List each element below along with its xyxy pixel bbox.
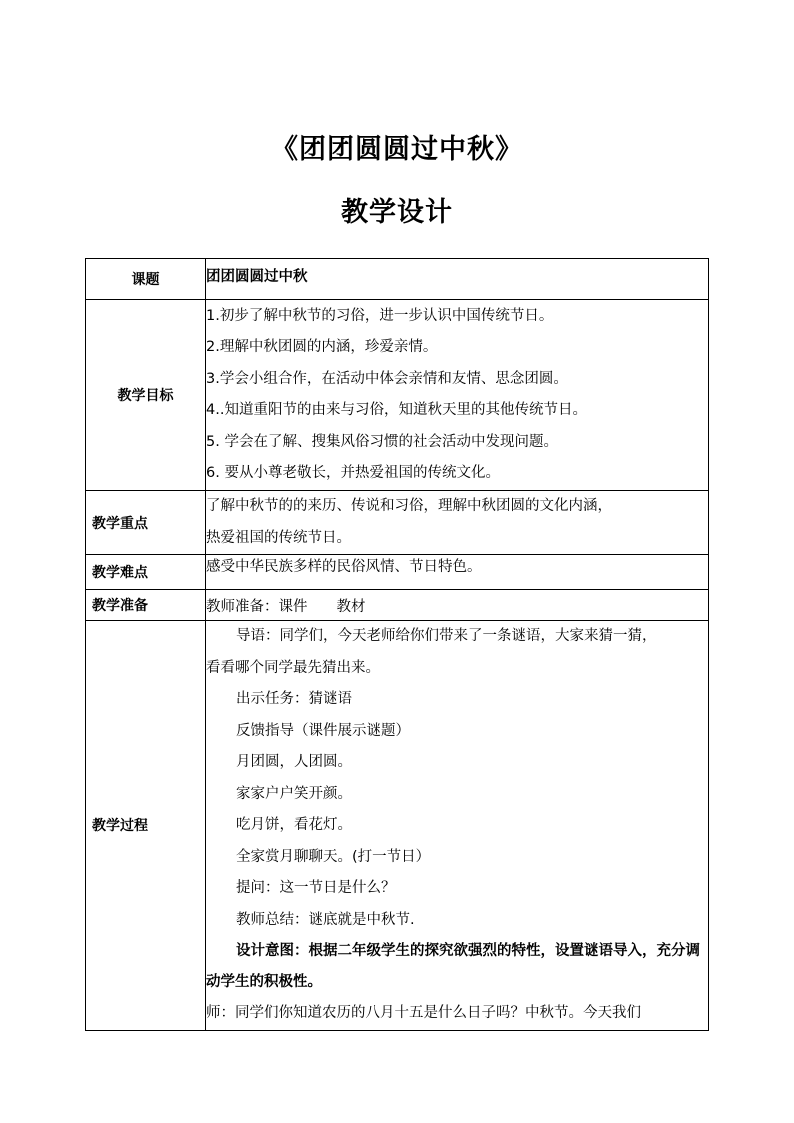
document-title: 《团团圆圆过中秋》: [271, 134, 523, 165]
objective-item: 2.理解中秋团圆的内涵，珍爱亲情。: [206, 339, 438, 355]
row-difficulties: [86, 555, 709, 590]
riddle-line: 全家赏月聊聊天。(打一节日）: [236, 848, 431, 865]
key-points-label: 教学重点: [86, 491, 206, 555]
row-key-points: [86, 491, 709, 555]
intro-line: 看看哪个同学最先猜出来。: [206, 659, 380, 676]
topic-value: 团团圆圆过中秋: [206, 259, 709, 300]
design-intent: 设计意图：根据二年级学生的探究欲强烈的特性，设置谜语导入，充分调动学生的积极性。: [206, 943, 700, 990]
key-point-line: 了解中秋节的的来历、传说和习俗，理解中秋团圆的文化内涵，: [206, 498, 612, 514]
objectives-label: 教学目标: [86, 300, 206, 491]
feedback-line: 反馈指导（课件展示谜题）: [236, 722, 410, 739]
row-preparation: [86, 590, 709, 621]
riddle-line: 月团圆，人团圆。: [236, 754, 352, 770]
document-subtitle: 教学设计: [341, 197, 453, 228]
process-content: [206, 621, 709, 1031]
intro-line: 导语：同学们，今天老师给你们带来了一条谜语，大家来猜一猜，: [236, 628, 657, 644]
row-topic: [86, 259, 709, 300]
row-process: [86, 621, 709, 1031]
objective-item: 1.初步了解中秋节的习俗，进一步认识中国传统节日。: [206, 307, 554, 324]
objective-item: 3.学会小组合作，在活动中体会亲情和友情、思念团圆。: [206, 370, 568, 387]
preparation-label: 教学准备: [86, 590, 206, 621]
teacher-line: 师：同学们你知道农历的八月十五是什么日子吗？中秋节。今天我们: [206, 1005, 641, 1021]
riddle-line: 家家户户笑开颜。: [236, 785, 352, 802]
question-line: 提问：这一节日是什么？: [236, 880, 396, 896]
lesson-plan-table: [85, 258, 709, 1031]
key-point-line: 热爱祖国的传统节日。: [206, 529, 351, 546]
topic-label: 课题: [86, 259, 206, 300]
difficulties-label: 教学难点: [86, 555, 206, 590]
objective-item: 5. 学会在了解、搜集风俗习惯的社会活动中发现问题。: [206, 433, 558, 450]
preparation-value: 教师准备：课件 教材: [206, 590, 709, 621]
objectives-list: [206, 300, 709, 491]
row-objectives: [86, 300, 709, 491]
summary-line: 教师总结：谜底就是中秋节.: [236, 911, 415, 928]
process-label: 教学过程: [86, 621, 206, 1031]
objective-item: 6. 要从小尊老敬长，并热爱祖国的传统文化。: [206, 465, 500, 481]
key-points-value: [206, 491, 709, 555]
difficulties-value: 感受中华民族多样的民俗风情、节日特色。: [206, 555, 709, 590]
riddle-line: 吃月饼，看花灯。: [236, 817, 352, 833]
task-line: 出示任务：猜谜语: [236, 691, 352, 707]
objective-item: 4..知道重阳节的由来与习俗，知道秋天里的其他传统节日。: [206, 402, 587, 418]
